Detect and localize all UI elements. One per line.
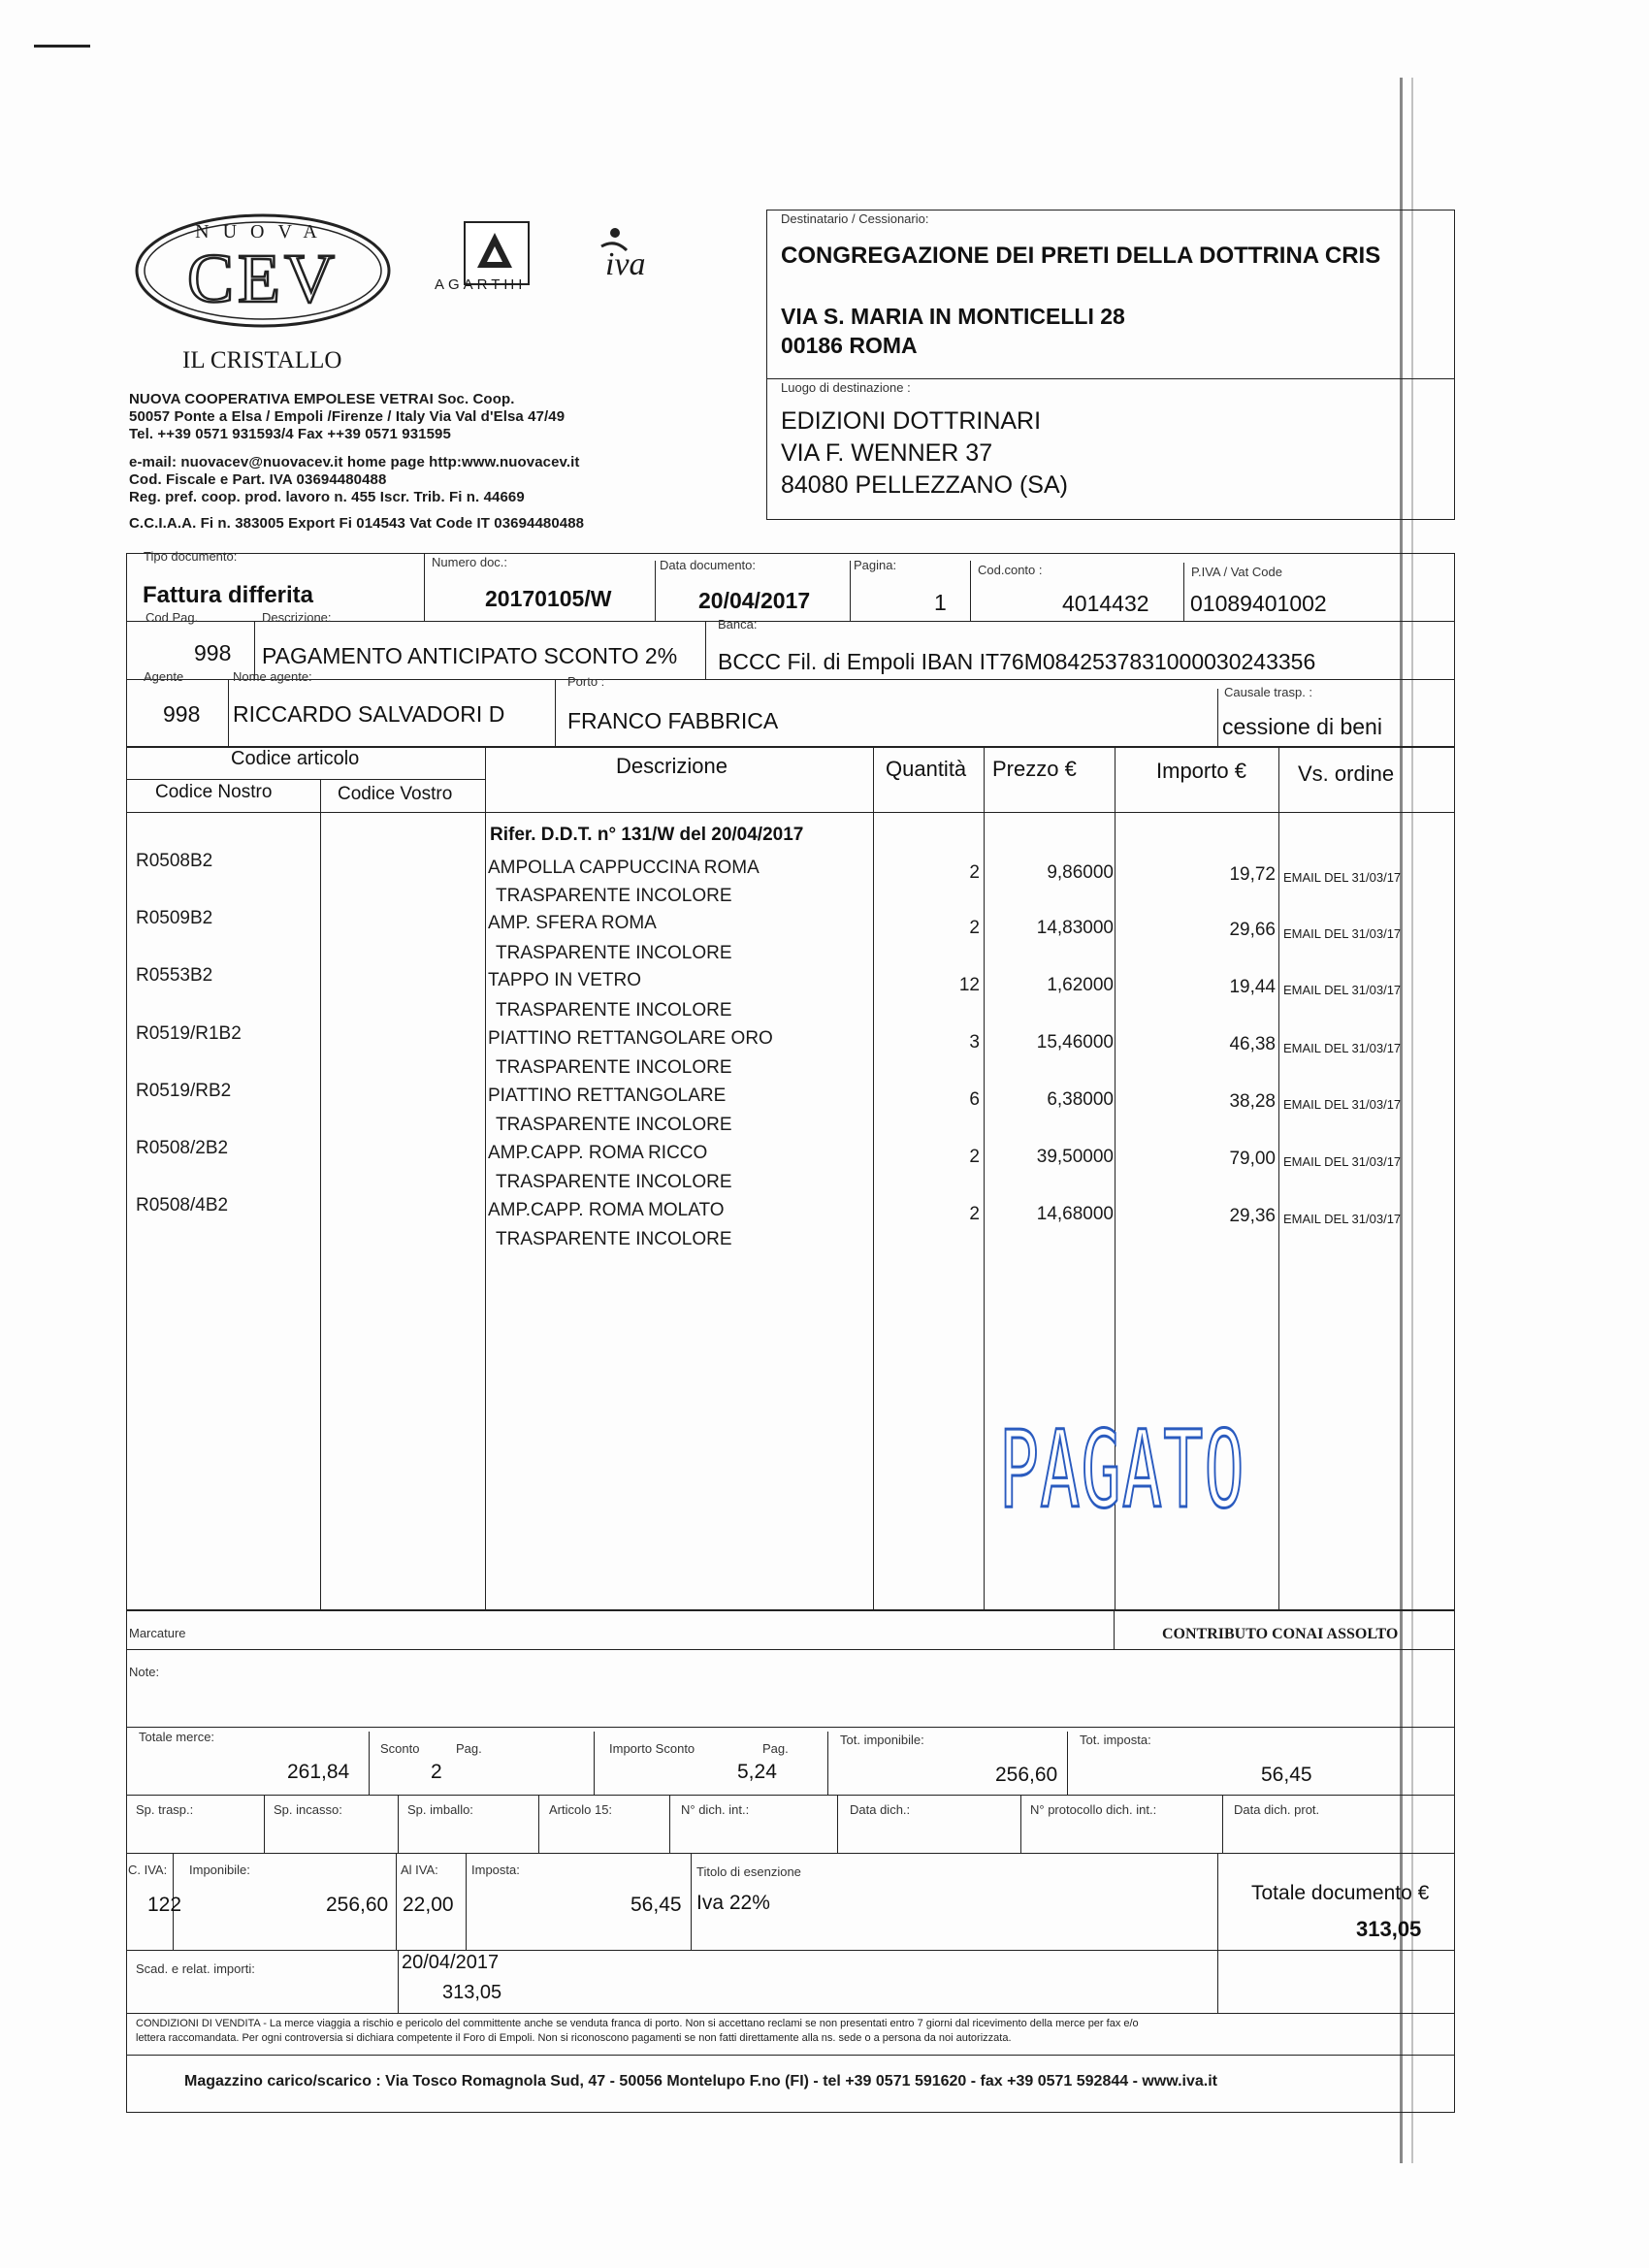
- agent: 998: [163, 701, 201, 727]
- item-order: EMAIL DEL 31/03/17: [1283, 983, 1402, 997]
- item-desc: PIATTINO RETTANGOLARE: [488, 1085, 727, 1106]
- doc-page: 1: [934, 590, 947, 615]
- payment-descr-label: Descrizione:: [262, 610, 332, 625]
- item-code: R0553B2: [136, 965, 213, 986]
- total-goods: 261,84: [287, 1761, 350, 1783]
- due-amount: 313,05: [442, 1982, 502, 2003]
- doc-date: 20/04/2017: [698, 588, 811, 613]
- discount-pag-label: Pag.: [456, 1741, 482, 1756]
- sale-conditions: CONDIZIONI DI VENDITA - La merce viaggia a rischio e pericolo del committente anche se venduta franca di porto. Non si accettano reclami se non presentati entro 7 giorni dal ricevimento della merce per fax e/o: [136, 2018, 1139, 2029]
- item-order: EMAIL DEL 31/03/17: [1283, 1097, 1402, 1112]
- exemption: Iva 22%: [696, 1892, 770, 1914]
- col-quantita: Quantità: [886, 757, 967, 781]
- marcature-label: Marcature: [129, 1626, 186, 1640]
- item-desc-2: TRASPARENTE INCOLORE: [496, 943, 732, 963]
- tax: 56,45: [630, 1894, 682, 1916]
- destination-name: EDIZIONI DOTTRINARI: [781, 407, 1042, 435]
- item-price: 14,83000: [1036, 918, 1114, 938]
- discount-label: Sconto: [380, 1741, 420, 1756]
- scan-mark: [34, 45, 90, 48]
- item-order: EMAIL DEL 31/03/17: [1283, 1212, 1402, 1226]
- sale-conditions-2: lettera raccomandata. Per ogni controversia si dichiara competente il Foro di Empoli. Non si riconoscono pagamenti se non fatti direttamente alla ns. sede o a persona da noi autorizzata.: [136, 2032, 1012, 2044]
- discount-amount: 5,24: [737, 1761, 777, 1783]
- doc-vat: 01089401002: [1190, 591, 1327, 616]
- sender-line: Cod. Fiscale e Part. IVA 03694480488: [129, 471, 387, 488]
- discount-pag: 2: [431, 1761, 442, 1783]
- doc-account: 4014432: [1062, 591, 1149, 616]
- doc-number: 20170105/W: [485, 586, 612, 611]
- item-code: R0508/4B2: [136, 1195, 229, 1215]
- item-price: 9,86000: [1047, 862, 1114, 883]
- item-order: EMAIL DEL 31/03/17: [1283, 1154, 1402, 1169]
- payment-code-label: Cod Pag.: [146, 610, 199, 625]
- iva-logo: [594, 225, 671, 312]
- exemption-label: Titolo di esenzione: [696, 1864, 801, 1879]
- document-total-label: Totale documento €: [1251, 1882, 1430, 1904]
- col-prezzo: Prezzo €: [992, 757, 1077, 781]
- paid-stamp: PAGATO: [999, 1408, 1245, 1532]
- doc-type: Fattura differita: [143, 582, 314, 608]
- destination-city: 84080 PELLEZZANO (SA): [781, 471, 1068, 499]
- sender-line: 50057 Ponte a Elsa / Empoli /Firenze / Italy Via Val d'Elsa 47/49: [129, 408, 566, 425]
- item-code: R0508/2B2: [136, 1138, 229, 1158]
- bank: BCCC Fil. di Empoli IBAN IT76M0842537831000030243356: [718, 649, 1316, 674]
- item-desc: AMP. SFERA ROMA: [488, 913, 657, 933]
- due-date: 20/04/2017: [402, 1952, 500, 1973]
- col-importo: Importo €: [1156, 759, 1246, 783]
- col-codice-articolo: Codice articolo: [231, 748, 360, 769]
- item-code: R0509B2: [136, 908, 213, 928]
- cev-logo-main: CEV: [187, 240, 339, 317]
- item-qty: 2: [969, 1204, 980, 1224]
- item-desc: AMP.CAPP. ROMA MOLATO: [488, 1200, 725, 1220]
- item-desc-2: TRASPARENTE INCOLORE: [496, 1000, 732, 1021]
- item-desc: AMPOLLA CAPPUCCINA ROMA: [488, 858, 760, 878]
- item-price: 15,46000: [1036, 1032, 1114, 1053]
- item-amount: 29,66: [1229, 920, 1276, 940]
- item-amount: 29,36: [1229, 1206, 1276, 1226]
- due-label: Scad. e relat. importi:: [136, 1961, 255, 1976]
- item-qty: 3: [969, 1032, 980, 1053]
- item-amount: 79,00: [1229, 1149, 1276, 1169]
- item-desc-2: TRASPARENTE INCOLORE: [496, 1229, 732, 1249]
- item-order: EMAIL DEL 31/03/17: [1283, 870, 1402, 885]
- item-order: EMAIL DEL 31/03/17: [1283, 926, 1402, 941]
- doc-vat-label: P.IVA / Vat Code: [1191, 565, 1282, 579]
- packaging-costs-label: Sp. imballo:: [407, 1802, 473, 1817]
- item-amount: 46,38: [1229, 1034, 1276, 1054]
- declaration-date-label: Data dich.:: [850, 1802, 911, 1817]
- item-code: R0519/RB2: [136, 1081, 232, 1101]
- sender-line: NUOVA COOPERATIVA EMPOLESE VETRAI Soc. Coop.: [129, 391, 515, 407]
- col-vs-ordine: Vs. ordine: [1298, 761, 1395, 786]
- tax-total: 56,45: [1261, 1764, 1312, 1786]
- transport-cause-label: Causale trasp. :: [1224, 685, 1313, 699]
- total-goods-label: Totale merce:: [139, 1730, 215, 1744]
- sender-line: Reg. pref. coop. prod. lavoro n. 455 Iscr. Trib. Fi n. 44669: [129, 489, 525, 505]
- taxable: 256,60: [326, 1894, 389, 1916]
- item-desc-2: TRASPARENTE INCOLORE: [496, 1057, 732, 1078]
- item-price: 14,68000: [1036, 1204, 1114, 1224]
- porto-label: Porto :: [567, 674, 605, 689]
- taxable-label: Imponibile:: [189, 1863, 250, 1877]
- iva-logo-text: iva: [605, 246, 646, 282]
- item-price: 6,38000: [1047, 1089, 1114, 1110]
- destination-label: Luogo di destinazione :: [781, 380, 911, 395]
- agent-label: Agente: [144, 669, 184, 684]
- item-price: 1,62000: [1047, 975, 1114, 995]
- protocol-date-label: Data dich. prot.: [1234, 1802, 1320, 1817]
- recipient-address: VIA S. MARIA IN MONTICELLI 28: [781, 304, 1125, 329]
- doc-account-label: Cod.conto :: [978, 563, 1043, 577]
- item-code: R0519/R1B2: [136, 1023, 242, 1044]
- protocol-no-label: N° protocollo dich. int.:: [1030, 1802, 1157, 1817]
- item-desc-2: TRASPARENTE INCOLORE: [496, 1172, 732, 1192]
- item-desc: PIATTINO RETTANGOLARE ORO: [488, 1028, 773, 1049]
- tax-total-label: Tot. imposta:: [1080, 1733, 1151, 1747]
- transport-costs-label: Sp. trasp.:: [136, 1802, 194, 1817]
- bank-label: Banca:: [718, 617, 758, 632]
- item-amount: 19,72: [1229, 864, 1276, 885]
- item-qty: 2: [969, 918, 980, 938]
- sender-line: Tel. ++39 0571 931593/4 Fax ++39 0571 931595: [129, 426, 451, 442]
- doc-type-label: Tipo documento:: [144, 549, 238, 564]
- transport-cause: cessione di beni: [1222, 714, 1382, 739]
- item-amount: 38,28: [1229, 1091, 1276, 1112]
- col-codice-vostro: Codice Vostro: [338, 784, 453, 804]
- agarthi-logo-text: AGARTHI: [435, 276, 527, 293]
- ddt-reference: Rifer. D.D.T. n° 131/W del 20/04/2017: [490, 825, 804, 845]
- document-total: 313,05: [1356, 1917, 1422, 1941]
- agent-name-label: Nome agente:: [233, 669, 312, 684]
- item-order: EMAIL DEL 31/03/17: [1283, 1041, 1402, 1055]
- collection-costs-label: Sp. incasso:: [274, 1802, 342, 1817]
- destination-address: VIA F. WENNER 37: [781, 439, 993, 467]
- doc-number-label: Numero doc.:: [432, 555, 508, 569]
- taxable-total: 256,60: [995, 1764, 1058, 1786]
- vat-rate-label: Al IVA:: [401, 1863, 438, 1877]
- col-codice-nostro: Codice Nostro: [155, 782, 273, 802]
- warehouse-info: Magazzino carico/scarico : Via Tosco Romagnola Sud, 47 - 50056 Montelupo F.no (FI) - tel +39 0571 591620 - fax +39 0571 592844 - www.iva.it: [184, 2073, 1217, 2090]
- agent-name: RICCARDO SALVADORI D: [233, 701, 505, 727]
- item-qty: 12: [958, 975, 980, 995]
- item-qty: 6: [969, 1089, 980, 1110]
- item-qty: 2: [969, 862, 980, 883]
- recipient-city: 00186 ROMA: [781, 333, 918, 358]
- cev-logo-sub: IL CRISTALLO: [182, 347, 342, 373]
- col-descrizione: Descrizione: [616, 754, 728, 778]
- recipient-label: Destinatario / Cessionario:: [781, 211, 929, 226]
- recipient-name: CONGREGAZIONE DEI PRETI DELLA DOTTRINA CRIS: [781, 243, 1381, 269]
- declaration-no-label: N° dich. int.:: [681, 1802, 750, 1817]
- vat-code-label: C. IVA:: [128, 1863, 168, 1877]
- vat-code: 122: [147, 1894, 182, 1916]
- doc-page-label: Pagina:: [854, 558, 897, 572]
- article15-label: Articolo 15:: [549, 1802, 613, 1817]
- taxable-total-label: Tot. imponibile:: [840, 1733, 924, 1747]
- item-desc: AMP.CAPP. ROMA RICCO: [488, 1143, 708, 1163]
- item-qty: 2: [969, 1147, 980, 1167]
- item-price: 39,50000: [1036, 1147, 1114, 1167]
- item-desc: TAPPO IN VETRO: [488, 970, 642, 990]
- vat-rate: 22,00: [403, 1894, 454, 1916]
- tax-label: Imposta:: [471, 1863, 520, 1877]
- cev-logo: [133, 211, 393, 330]
- note-label: Note:: [129, 1665, 160, 1679]
- discount-amount-pag-label: Pag.: [762, 1741, 789, 1756]
- porto: FRANCO FABBRICA: [567, 708, 779, 733]
- item-desc-2: TRASPARENTE INCOLORE: [496, 1115, 732, 1135]
- payment-code: 998: [194, 640, 232, 665]
- item-code: R0508B2: [136, 851, 213, 871]
- item-amount: 19,44: [1229, 977, 1276, 997]
- cev-logo-top: NUOVA: [195, 221, 331, 243]
- doc-date-label: Data documento:: [660, 558, 757, 572]
- discount-amount-label: Importo Sconto: [609, 1741, 695, 1756]
- sender-line: e-mail: nuovacev@nuovacev.it home page http:www.nuovacev.it: [129, 454, 580, 470]
- item-desc-2: TRASPARENTE INCOLORE: [496, 886, 732, 906]
- sender-line: C.C.I.A.A. Fi n. 383005 Export Fi 014543 Vat Code IT 03694480488: [129, 515, 585, 532]
- payment-descr: PAGAMENTO ANTICIPATO SCONTO 2%: [262, 643, 678, 668]
- conai-text: CONTRIBUTO CONAI ASSOLTO: [1162, 1626, 1399, 1642]
